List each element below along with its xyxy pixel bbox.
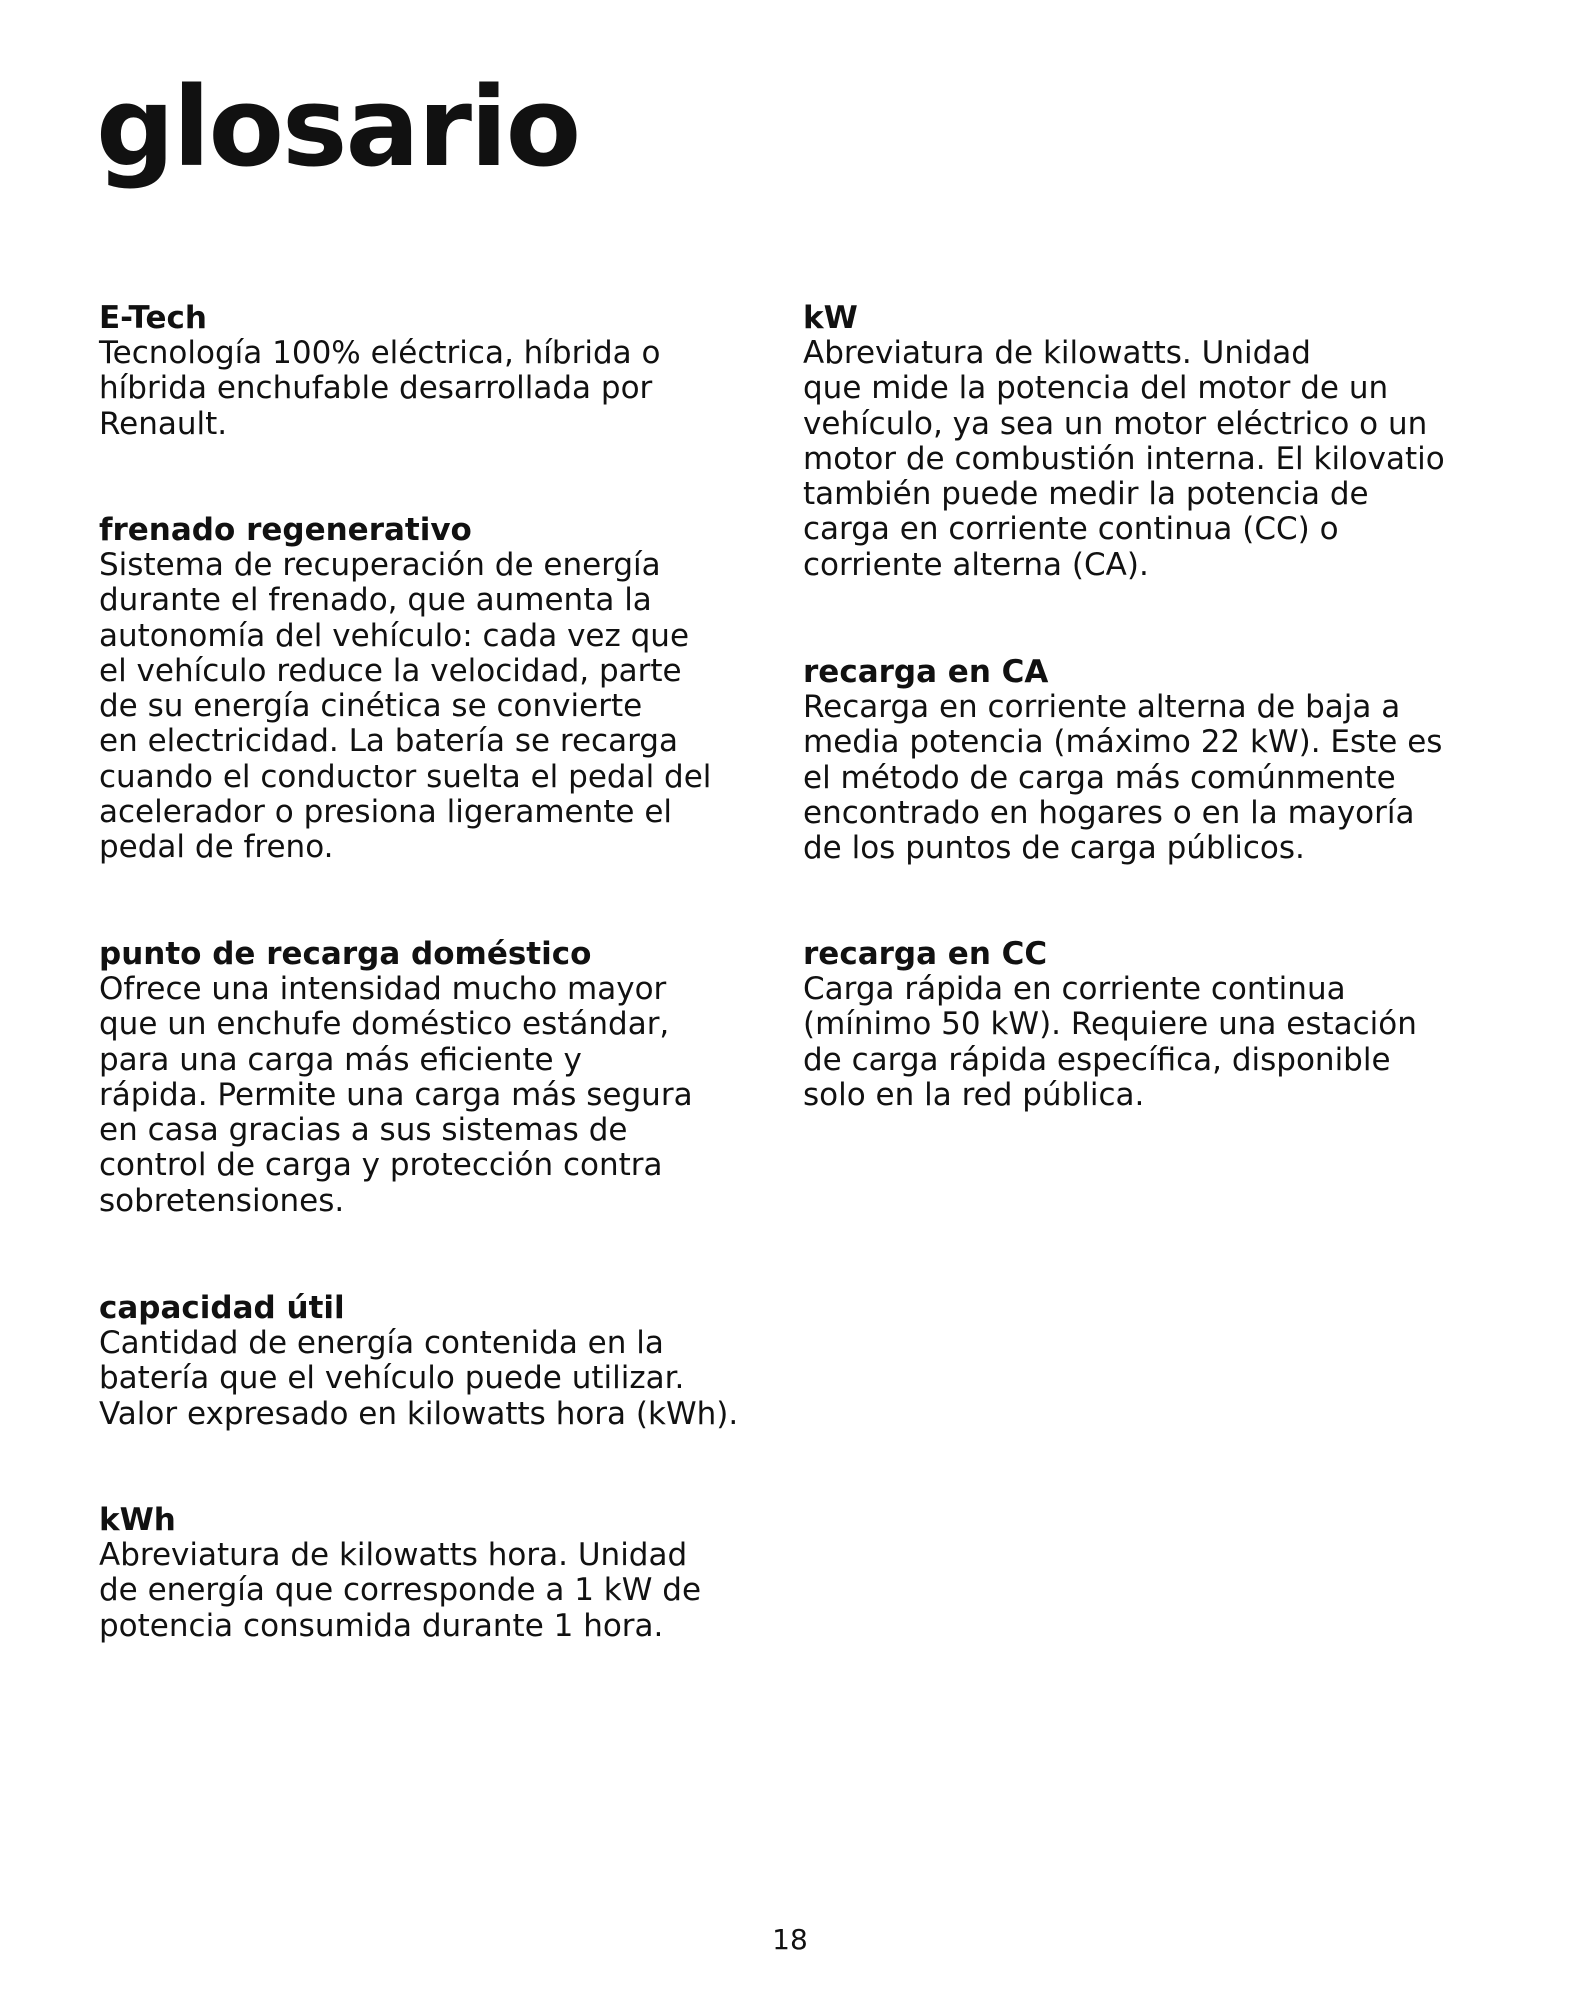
glossary-definition: Sistema de recuperación de energía durante el frenado, que aumenta la autonomía del vehículo: cada vez que el vehículo reduce la velocidad, parte de su energía cinética se convierte en electricidad. La batería se recarga cuando el conductor suelta el pedal del acelerador o presiona ligeramente el pedal de freno.: [99, 547, 712, 866]
glossary-definition: Recarga en corriente alterna de baja a media potencia (máximo 22 kW). Este es el método de carga más comúnmente encontrado en hogares o en la mayoría de los puntos de carga públicos.: [803, 689, 1443, 867]
glossary-term: recarga en CA: [803, 654, 1049, 690]
glossary-term: punto de recarga doméstico: [99, 936, 592, 972]
glossary-term: frenado regenerativo: [99, 512, 472, 548]
glossary-term: recarga en CC: [803, 936, 1048, 972]
glossary-entry-recarga-en-cc: [803, 937, 1503, 1113]
glossary-entry-kw: [803, 301, 1503, 583]
glossary-definition: Ofrece una intensidad mucho mayor que un enchufe doméstico estándar, para una carga más eficiente y rápida. Permite una carga más segura en casa gracias a sus sistemas de control de carga y protección contra sobretensiones.: [99, 971, 693, 1219]
glossary-definition: Abreviatura de kilowatts. Unidad que mide la potencia del motor de un vehículo, ya sea un motor eléctrico o un motor de combustión interna. El kilovatio también puede medir la potencia de carga en corriente continua (CC) o corriente alterna (CA).: [803, 335, 1445, 583]
glossary-entry-e-tech: [99, 301, 799, 442]
glossary-term: kW: [803, 300, 858, 336]
glossary-entry-kwh: [99, 1503, 799, 1644]
glossary-entry-capacidad-util: [99, 1291, 799, 1432]
glossary-term: E-Tech: [99, 300, 207, 336]
glossary-entry-punto-de-recarga: [99, 937, 799, 1219]
glossary-entry-frenado-regenerativo: [99, 513, 799, 866]
glossary-term: capacidad útil: [99, 1290, 345, 1326]
page-title: glosario: [96, 63, 580, 191]
glossary-definition: Abreviatura de kilowatts hora. Unidad de energía que corresponde a 1 kW de potencia consumida durante 1 hora.: [99, 1537, 702, 1644]
glossary-definition: Cantidad de energía contenida en la batería que el vehículo puede utilizar. Valor expresado en kilowatts hora (kWh).: [99, 1325, 739, 1432]
glossary-definition: Tecnología 100% eléctrica, híbrida o híbrida enchufable desarrollada por Renault.: [99, 335, 661, 442]
glossary-definition: Carga rápida en corriente continua (mínimo 50 kW). Requiere una estación de carga rápida específica, disponible solo en la red pública.: [803, 971, 1417, 1113]
page-number: 18: [772, 1923, 808, 1956]
glossary-term: kWh: [99, 1502, 176, 1538]
glossary-entry-recarga-en-ca: [803, 655, 1503, 866]
